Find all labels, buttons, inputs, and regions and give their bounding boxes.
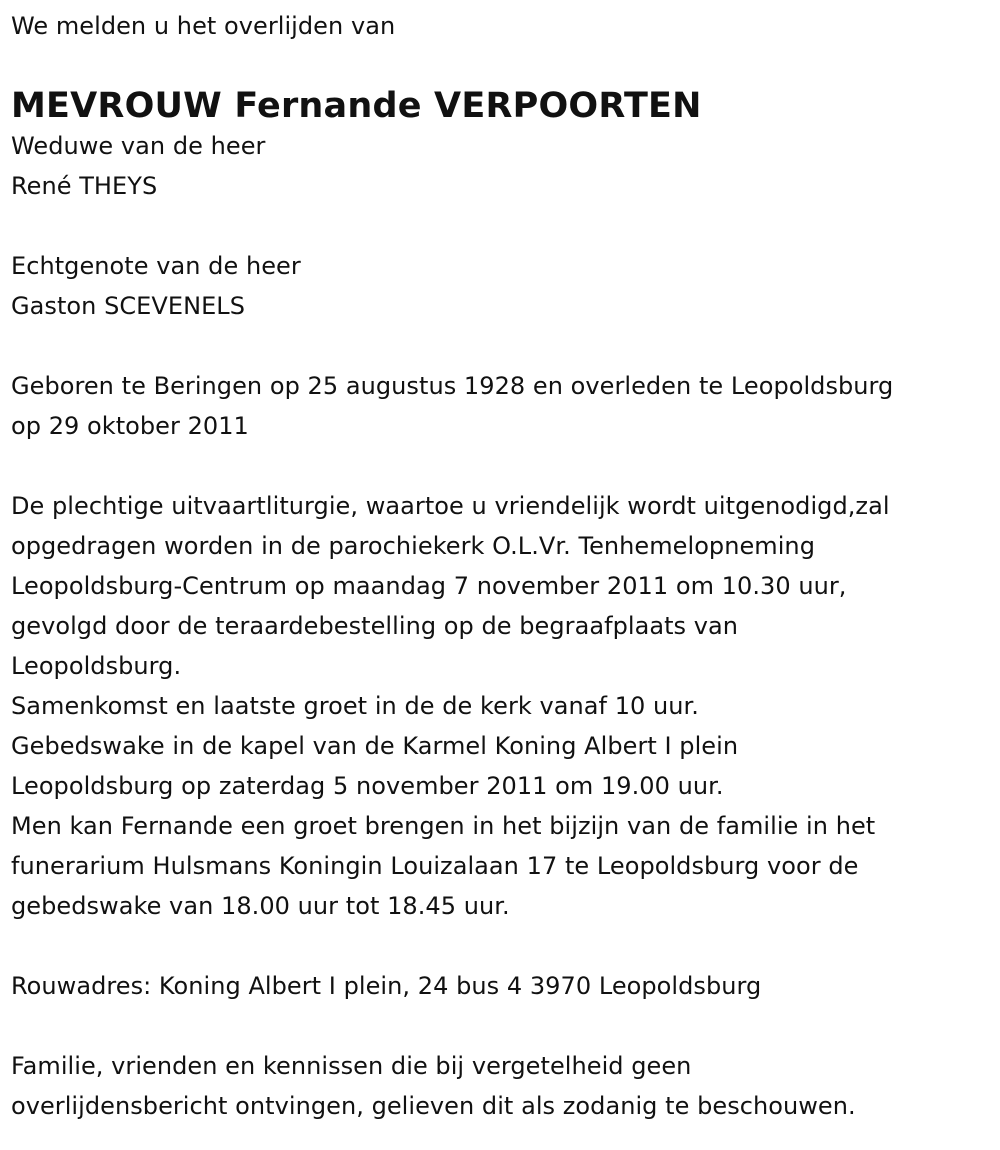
widow-of-line: Weduwe van de heer — [11, 132, 266, 160]
spouse-of-name: Gaston SCEVENELS — [11, 292, 246, 320]
ceremony-line: gevolgd door de teraardebestelling op de begraafplaats van — [11, 612, 739, 640]
spacer — [11, 446, 996, 486]
ceremony-line: gebedswake van 18.00 uur tot 18.45 uur. — [11, 892, 510, 920]
widow-of-section — [11, 126, 996, 206]
birth-death-section — [11, 366, 996, 446]
spouse-of-section — [11, 246, 996, 326]
ceremony-line: Gebedswake in de kapel van de Karmel Koning Albert I plein — [11, 732, 739, 760]
ceremony-line: De plechtige uitvaartliturgie, waartoe u vriendelijk wordt uitgenodigd,zal — [11, 492, 890, 520]
intro-text: We melden u het overlijden van — [11, 12, 396, 40]
birth-death-line: op 29 oktober 2011 — [11, 412, 249, 440]
ceremony-line: Leopoldsburg. — [11, 652, 182, 680]
ceremony-line: Leopoldsburg-Centrum op maandag 7 november 2011 om 10.30 uur, — [11, 572, 847, 600]
ceremony-section — [11, 486, 996, 926]
obituary-notice — [11, 6, 996, 1126]
ceremony-line: Samenkomst en laatste groet in de de kerk vanaf 10 uur. — [11, 692, 699, 720]
ceremony-line: Leopoldsburg op zaterdag 5 november 2011 om 19.00 uur. — [11, 772, 724, 800]
spacer — [11, 1006, 996, 1046]
deceased-name: MEVROUW Fernande VERPOORTEN — [11, 86, 702, 126]
ceremony-line: funerarium Hulsmans Koningin Louizalaan 17 te Leopoldsburg voor de — [11, 852, 859, 880]
spouse-of-line: Echtgenote van de heer — [11, 252, 301, 280]
ceremony-line: opgedragen worden in de parochiekerk O.L.Vr. Tenhemelopneming — [11, 532, 815, 560]
widow-of-name: René THEYS — [11, 172, 158, 200]
closing-line: Familie, vrienden en kennissen die bij vergetelheid geen — [11, 1052, 692, 1080]
mourning-address: Rouwadres: Koning Albert I plein, 24 bus 4 3970 Leopoldsburg — [11, 972, 762, 1000]
ceremony-line: Men kan Fernande een groet brengen in het bijzijn van de familie in het — [11, 812, 876, 840]
spacer — [11, 326, 996, 366]
closing-section — [11, 1046, 996, 1126]
birth-death-line: Geboren te Beringen op 25 augustus 1928 en overleden te Leopoldsburg — [11, 372, 894, 400]
spacer — [11, 926, 996, 966]
closing-line: overlijdensbericht ontvingen, gelieven dit als zodanig te beschouwen. — [11, 1092, 856, 1120]
spacer — [11, 206, 996, 246]
